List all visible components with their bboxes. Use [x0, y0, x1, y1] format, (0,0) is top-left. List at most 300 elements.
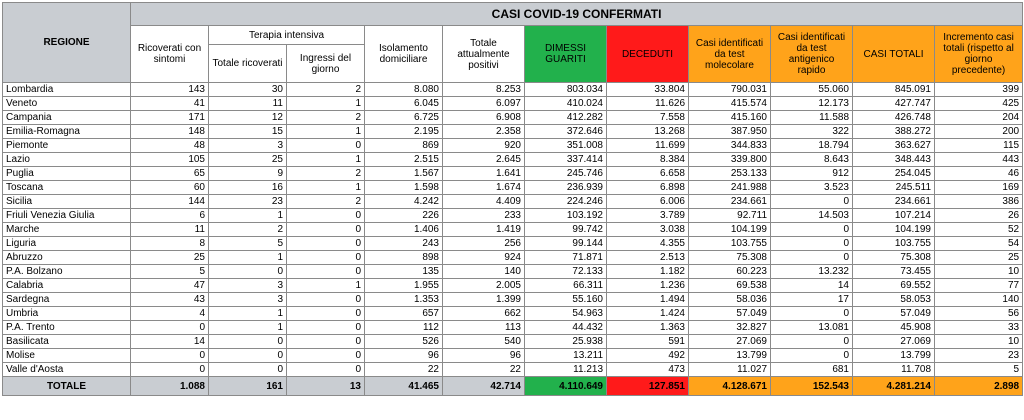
- table-row: [3, 195, 1023, 209]
- cell-ingressi: 0: [287, 265, 365, 279]
- cell-deceduti: 1.363: [607, 321, 689, 335]
- cell-antigenico: 12.173: [771, 97, 853, 111]
- cell-totale-ricoverati: 3: [209, 139, 287, 153]
- cell-ingressi: 0: [287, 307, 365, 321]
- cell-positivi: 6.908: [443, 111, 525, 125]
- cell-dimessi: 224.246: [525, 195, 607, 209]
- cell-molecolare: 253.133: [689, 167, 771, 181]
- cell-region-name: Umbria: [3, 307, 131, 321]
- cell-antigenico: 13.232: [771, 265, 853, 279]
- total-positivi: 42.714: [443, 377, 525, 396]
- cell-ricoverati: 171: [131, 111, 209, 125]
- cell-incremento: 5: [935, 363, 1023, 377]
- cell-incremento: 386: [935, 195, 1023, 209]
- cell-isolamento: 135: [365, 265, 443, 279]
- cell-region-name: Lombardia: [3, 83, 131, 97]
- cell-ricoverati: 0: [131, 321, 209, 335]
- cell-deceduti: 6.006: [607, 195, 689, 209]
- cell-deceduti: 3.038: [607, 223, 689, 237]
- cell-region-name: Calabria: [3, 279, 131, 293]
- cell-incremento: 10: [935, 265, 1023, 279]
- cell-isolamento: 1.406: [365, 223, 443, 237]
- cell-molecolare: 32.827: [689, 321, 771, 335]
- cell-molecolare: 104.199: [689, 223, 771, 237]
- cell-casi-totali: 73.455: [853, 265, 935, 279]
- cell-ricoverati: 47: [131, 279, 209, 293]
- cell-ricoverati: 14: [131, 335, 209, 349]
- cell-dimessi: 72.133: [525, 265, 607, 279]
- cell-region-name: Veneto: [3, 97, 131, 111]
- cell-ricoverati: 65: [131, 167, 209, 181]
- cell-deceduti: 11.699: [607, 139, 689, 153]
- cell-antigenico: 3.523: [771, 181, 853, 195]
- cell-deceduti: 1.236: [607, 279, 689, 293]
- total-row: [3, 377, 1023, 396]
- cell-positivi: 540: [443, 335, 525, 349]
- cell-region-name: P.A. Bolzano: [3, 265, 131, 279]
- table-row: [3, 307, 1023, 321]
- cell-antigenico: 14.503: [771, 209, 853, 223]
- cell-casi-totali: 427.747: [853, 97, 935, 111]
- cell-ingressi: 0: [287, 251, 365, 265]
- cell-positivi: 2.358: [443, 125, 525, 139]
- cell-positivi: 4.409: [443, 195, 525, 209]
- table-row: [3, 223, 1023, 237]
- covid-cases-table: [2, 2, 1023, 396]
- cell-antigenico: 0: [771, 237, 853, 251]
- cell-ingressi: 0: [287, 321, 365, 335]
- cell-region-name: Puglia: [3, 167, 131, 181]
- cell-isolamento: 657: [365, 307, 443, 321]
- cell-casi-totali: 845.091: [853, 83, 935, 97]
- cell-positivi: 256: [443, 237, 525, 251]
- header-dimessi: DIMESSI GUARITI: [525, 26, 607, 83]
- cell-casi-totali: 426.748: [853, 111, 935, 125]
- cell-totale-ricoverati: 3: [209, 293, 287, 307]
- cell-casi-totali: 45.908: [853, 321, 935, 335]
- cell-positivi: 2.005: [443, 279, 525, 293]
- cell-isolamento: 869: [365, 139, 443, 153]
- cell-casi-totali: 104.199: [853, 223, 935, 237]
- cell-deceduti: 6.658: [607, 167, 689, 181]
- cell-molecolare: 60.223: [689, 265, 771, 279]
- cell-totale-ricoverati: 3: [209, 279, 287, 293]
- cell-region-name: Liguria: [3, 237, 131, 251]
- cell-deceduti: 11.626: [607, 97, 689, 111]
- cell-ingressi: 0: [287, 209, 365, 223]
- cell-totale-ricoverati: 15: [209, 125, 287, 139]
- cell-deceduti: 2.513: [607, 251, 689, 265]
- cell-deceduti: 7.558: [607, 111, 689, 125]
- cell-molecolare: 57.049: [689, 307, 771, 321]
- cell-molecolare: 58.036: [689, 293, 771, 307]
- cell-totale-ricoverati: 1: [209, 307, 287, 321]
- cell-casi-totali: 13.799: [853, 349, 935, 363]
- cell-incremento: 33: [935, 321, 1023, 335]
- total-molecolare: 4.128.671: [689, 377, 771, 396]
- cell-region-name: Valle d'Aosta: [3, 363, 131, 377]
- cell-totale-ricoverati: 0: [209, 363, 287, 377]
- cell-dimessi: 245.746: [525, 167, 607, 181]
- cell-dimessi: 412.282: [525, 111, 607, 125]
- cell-ricoverati: 4: [131, 307, 209, 321]
- cell-positivi: 1.399: [443, 293, 525, 307]
- cell-casi-totali: 57.049: [853, 307, 935, 321]
- cell-molecolare: 339.800: [689, 153, 771, 167]
- cell-positivi: 113: [443, 321, 525, 335]
- header-terapia-intensiva: Terapia intensiva: [209, 26, 365, 45]
- table-row: [3, 111, 1023, 125]
- cell-antigenico: 0: [771, 307, 853, 321]
- cell-isolamento: 112: [365, 321, 443, 335]
- table-row: [3, 237, 1023, 251]
- cell-isolamento: 2.195: [365, 125, 443, 139]
- cell-dimessi: 71.871: [525, 251, 607, 265]
- cell-isolamento: 8.080: [365, 83, 443, 97]
- cell-casi-totali: 388.272: [853, 125, 935, 139]
- cell-positivi: 662: [443, 307, 525, 321]
- table-row: [3, 279, 1023, 293]
- cell-positivi: 2.645: [443, 153, 525, 167]
- cell-casi-totali: 69.552: [853, 279, 935, 293]
- cell-isolamento: 1.567: [365, 167, 443, 181]
- cell-dimessi: 99.144: [525, 237, 607, 251]
- cell-deceduti: 8.384: [607, 153, 689, 167]
- cell-totale-ricoverati: 0: [209, 349, 287, 363]
- cell-isolamento: 526: [365, 335, 443, 349]
- cell-casi-totali: 348.443: [853, 153, 935, 167]
- table-row: [3, 335, 1023, 349]
- cell-totale-ricoverati: 1: [209, 321, 287, 335]
- cell-ricoverati: 43: [131, 293, 209, 307]
- cell-ingressi: 1: [287, 279, 365, 293]
- cell-incremento: 26: [935, 209, 1023, 223]
- cell-ricoverati: 48: [131, 139, 209, 153]
- cell-ingressi: 2: [287, 111, 365, 125]
- header-casi-totali: CASI TOTALI: [853, 26, 935, 83]
- cell-antigenico: 0: [771, 223, 853, 237]
- region-header: REGIONE: [3, 3, 131, 83]
- cell-ingressi: 0: [287, 363, 365, 377]
- table-row: [3, 349, 1023, 363]
- header-isolamento: Isolamento domiciliare: [365, 26, 443, 83]
- cell-antigenico: 14: [771, 279, 853, 293]
- cell-positivi: 6.097: [443, 97, 525, 111]
- total-region-name: TOTALE: [3, 377, 131, 396]
- cell-isolamento: 226: [365, 209, 443, 223]
- cell-incremento: 115: [935, 139, 1023, 153]
- cell-deceduti: 1.182: [607, 265, 689, 279]
- cell-incremento: 443: [935, 153, 1023, 167]
- cell-deceduti: 13.268: [607, 125, 689, 139]
- cell-incremento: 169: [935, 181, 1023, 195]
- table-row: [3, 321, 1023, 335]
- table-row: [3, 181, 1023, 195]
- total-deceduti: 127.851: [607, 377, 689, 396]
- cell-antigenico: 0: [771, 251, 853, 265]
- cell-dimessi: 103.192: [525, 209, 607, 223]
- cell-antigenico: 322: [771, 125, 853, 139]
- cell-ingressi: 0: [287, 223, 365, 237]
- cell-isolamento: 243: [365, 237, 443, 251]
- header-ingressi: Ingressi del giorno: [287, 45, 365, 83]
- cell-totale-ricoverati: 16: [209, 181, 287, 195]
- cell-molecolare: 415.160: [689, 111, 771, 125]
- cell-ricoverati: 148: [131, 125, 209, 139]
- cell-ingressi: 1: [287, 153, 365, 167]
- cell-dimessi: 372.646: [525, 125, 607, 139]
- cell-region-name: Emilia-Romagna: [3, 125, 131, 139]
- cell-ingressi: 0: [287, 335, 365, 349]
- cell-ingressi: 0: [287, 237, 365, 251]
- header-molecolare: Casi identificati da test molecolare: [689, 26, 771, 83]
- cell-region-name: Molise: [3, 349, 131, 363]
- cell-ingressi: 2: [287, 195, 365, 209]
- cell-molecolare: 92.711: [689, 209, 771, 223]
- cell-ingressi: 0: [287, 293, 365, 307]
- cell-ingressi: 2: [287, 167, 365, 181]
- cell-incremento: 25: [935, 251, 1023, 265]
- cell-antigenico: 13.081: [771, 321, 853, 335]
- cell-deceduti: 492: [607, 349, 689, 363]
- cell-ricoverati: 60: [131, 181, 209, 195]
- cell-totale-ricoverati: 12: [209, 111, 287, 125]
- cell-casi-totali: 107.214: [853, 209, 935, 223]
- cell-molecolare: 344.833: [689, 139, 771, 153]
- cell-molecolare: 241.988: [689, 181, 771, 195]
- cell-dimessi: 13.211: [525, 349, 607, 363]
- cell-incremento: 23: [935, 349, 1023, 363]
- cell-isolamento: 6.045: [365, 97, 443, 111]
- cell-ricoverati: 144: [131, 195, 209, 209]
- total-totale-ricoverati: 161: [209, 377, 287, 396]
- cell-region-name: Toscana: [3, 181, 131, 195]
- cell-totale-ricoverati: 30: [209, 83, 287, 97]
- cell-positivi: 924: [443, 251, 525, 265]
- table-row: [3, 83, 1023, 97]
- cell-isolamento: 898: [365, 251, 443, 265]
- cell-ricoverati: 41: [131, 97, 209, 111]
- cell-ricoverati: 6: [131, 209, 209, 223]
- table-row: [3, 363, 1023, 377]
- cell-dimessi: 803.034: [525, 83, 607, 97]
- cell-isolamento: 1.353: [365, 293, 443, 307]
- cell-incremento: 204: [935, 111, 1023, 125]
- cell-molecolare: 69.538: [689, 279, 771, 293]
- cell-ingressi: 0: [287, 139, 365, 153]
- cell-casi-totali: 11.708: [853, 363, 935, 377]
- table-row: [3, 153, 1023, 167]
- cell-antigenico: 18.794: [771, 139, 853, 153]
- table-row: [3, 167, 1023, 181]
- cell-dimessi: 66.311: [525, 279, 607, 293]
- cell-positivi: 1.419: [443, 223, 525, 237]
- cell-dimessi: 337.414: [525, 153, 607, 167]
- total-antigenico: 152.543: [771, 377, 853, 396]
- cell-incremento: 399: [935, 83, 1023, 97]
- cell-positivi: 96: [443, 349, 525, 363]
- cell-antigenico: 55.060: [771, 83, 853, 97]
- table-row: [3, 97, 1023, 111]
- table-row: [3, 125, 1023, 139]
- cell-molecolare: 415.574: [689, 97, 771, 111]
- cell-positivi: 1.674: [443, 181, 525, 195]
- header-ricoverati: Ricoverati con sintomi: [131, 26, 209, 83]
- cell-casi-totali: 234.661: [853, 195, 935, 209]
- cell-deceduti: 473: [607, 363, 689, 377]
- cell-region-name: Piemonte: [3, 139, 131, 153]
- cell-positivi: 140: [443, 265, 525, 279]
- cell-dimessi: 25.938: [525, 335, 607, 349]
- cell-totale-ricoverati: 0: [209, 265, 287, 279]
- cell-isolamento: 1.598: [365, 181, 443, 195]
- cell-positivi: 920: [443, 139, 525, 153]
- cell-isolamento: 22: [365, 363, 443, 377]
- header-totale-ricoverati: Totale ricoverati: [209, 45, 287, 83]
- cell-casi-totali: 58.053: [853, 293, 935, 307]
- cell-region-name: Marche: [3, 223, 131, 237]
- cell-positivi: 22: [443, 363, 525, 377]
- cell-region-name: P.A. Trento: [3, 321, 131, 335]
- cell-ingressi: 1: [287, 181, 365, 195]
- cell-molecolare: 790.031: [689, 83, 771, 97]
- cell-molecolare: 234.661: [689, 195, 771, 209]
- cell-antigenico: 0: [771, 335, 853, 349]
- cell-incremento: 46: [935, 167, 1023, 181]
- table-title: CASI COVID-19 CONFERMATI: [131, 3, 1023, 26]
- cell-molecolare: 103.755: [689, 237, 771, 251]
- table-row: [3, 139, 1023, 153]
- cell-deceduti: 33.804: [607, 83, 689, 97]
- cell-ricoverati: 11: [131, 223, 209, 237]
- cell-incremento: 200: [935, 125, 1023, 139]
- cell-dimessi: 54.963: [525, 307, 607, 321]
- table-row: [3, 251, 1023, 265]
- cell-molecolare: 11.027: [689, 363, 771, 377]
- header-positivi: Totale attualmente positivi: [443, 26, 525, 83]
- cell-region-name: Campania: [3, 111, 131, 125]
- cell-dimessi: 55.160: [525, 293, 607, 307]
- cell-ingressi: 0: [287, 349, 365, 363]
- cell-antigenico: 0: [771, 349, 853, 363]
- cell-casi-totali: 103.755: [853, 237, 935, 251]
- cell-totale-ricoverati: 2: [209, 223, 287, 237]
- cell-molecolare: 75.308: [689, 251, 771, 265]
- cell-isolamento: 1.955: [365, 279, 443, 293]
- cell-dimessi: 44.432: [525, 321, 607, 335]
- cell-casi-totali: 75.308: [853, 251, 935, 265]
- cell-deceduti: 591: [607, 335, 689, 349]
- cell-molecolare: 27.069: [689, 335, 771, 349]
- cell-ricoverati: 25: [131, 251, 209, 265]
- cell-totale-ricoverati: 11: [209, 97, 287, 111]
- cell-totale-ricoverati: 5: [209, 237, 287, 251]
- cell-positivi: 1.641: [443, 167, 525, 181]
- table-row: [3, 265, 1023, 279]
- cell-totale-ricoverati: 1: [209, 209, 287, 223]
- cell-ricoverati: 143: [131, 83, 209, 97]
- cell-dimessi: 236.939: [525, 181, 607, 195]
- cell-incremento: 52: [935, 223, 1023, 237]
- cell-totale-ricoverati: 1: [209, 251, 287, 265]
- cell-antigenico: 17: [771, 293, 853, 307]
- cell-region-name: Basilicata: [3, 335, 131, 349]
- total-dimessi: 4.110.649: [525, 377, 607, 396]
- cell-incremento: 10: [935, 335, 1023, 349]
- cell-antigenico: 681: [771, 363, 853, 377]
- total-incremento: 2.898: [935, 377, 1023, 396]
- cell-antigenico: 8.643: [771, 153, 853, 167]
- total-ricoverati: 1.088: [131, 377, 209, 396]
- cell-casi-totali: 254.045: [853, 167, 935, 181]
- cell-totale-ricoverati: 25: [209, 153, 287, 167]
- cell-region-name: Lazio: [3, 153, 131, 167]
- header-incremento: Incremento casi totali (rispetto al giorno precedente): [935, 26, 1023, 83]
- cell-isolamento: 96: [365, 349, 443, 363]
- table-body: [3, 83, 1023, 396]
- cell-isolamento: 2.515: [365, 153, 443, 167]
- cell-molecolare: 13.799: [689, 349, 771, 363]
- cell-totale-ricoverati: 23: [209, 195, 287, 209]
- cell-dimessi: 351.008: [525, 139, 607, 153]
- cell-deceduti: 6.898: [607, 181, 689, 195]
- cell-ricoverati: 105: [131, 153, 209, 167]
- cell-antigenico: 0: [771, 195, 853, 209]
- total-isolamento: 41.465: [365, 377, 443, 396]
- header-antigenico: Casi identificati da test antigenico rapido: [771, 26, 853, 83]
- cell-region-name: Abruzzo: [3, 251, 131, 265]
- cell-region-name: Sardegna: [3, 293, 131, 307]
- cell-totale-ricoverati: 9: [209, 167, 287, 181]
- cell-antigenico: 11.588: [771, 111, 853, 125]
- covid-table-container: [2, 2, 1022, 416]
- cell-molecolare: 387.950: [689, 125, 771, 139]
- cell-incremento: 425: [935, 97, 1023, 111]
- cell-incremento: 56: [935, 307, 1023, 321]
- cell-totale-ricoverati: 0: [209, 335, 287, 349]
- cell-dimessi: 410.024: [525, 97, 607, 111]
- cell-incremento: 54: [935, 237, 1023, 251]
- cell-region-name: Friuli Venezia Giulia: [3, 209, 131, 223]
- cell-deceduti: 4.355: [607, 237, 689, 251]
- cell-deceduti: 1.424: [607, 307, 689, 321]
- cell-casi-totali: 363.627: [853, 139, 935, 153]
- cell-isolamento: 6.725: [365, 111, 443, 125]
- total-casi-totali: 4.281.214: [853, 377, 935, 396]
- header-deceduti: DECEDUTI: [607, 26, 689, 83]
- cell-ingressi: 2: [287, 83, 365, 97]
- cell-deceduti: 1.494: [607, 293, 689, 307]
- cell-positivi: 8.253: [443, 83, 525, 97]
- cell-positivi: 233: [443, 209, 525, 223]
- cell-dimessi: 99.742: [525, 223, 607, 237]
- cell-isolamento: 4.242: [365, 195, 443, 209]
- cell-dimessi: 11.213: [525, 363, 607, 377]
- cell-ingressi: 1: [287, 97, 365, 111]
- cell-antigenico: 912: [771, 167, 853, 181]
- cell-ricoverati: 8: [131, 237, 209, 251]
- table-row: [3, 293, 1023, 307]
- cell-ricoverati: 0: [131, 363, 209, 377]
- table-row: [3, 209, 1023, 223]
- cell-incremento: 77: [935, 279, 1023, 293]
- total-ingressi: 13: [287, 377, 365, 396]
- cell-region-name: Sicilia: [3, 195, 131, 209]
- cell-casi-totali: 27.069: [853, 335, 935, 349]
- cell-ingressi: 1: [287, 125, 365, 139]
- cell-incremento: 140: [935, 293, 1023, 307]
- cell-casi-totali: 245.511: [853, 181, 935, 195]
